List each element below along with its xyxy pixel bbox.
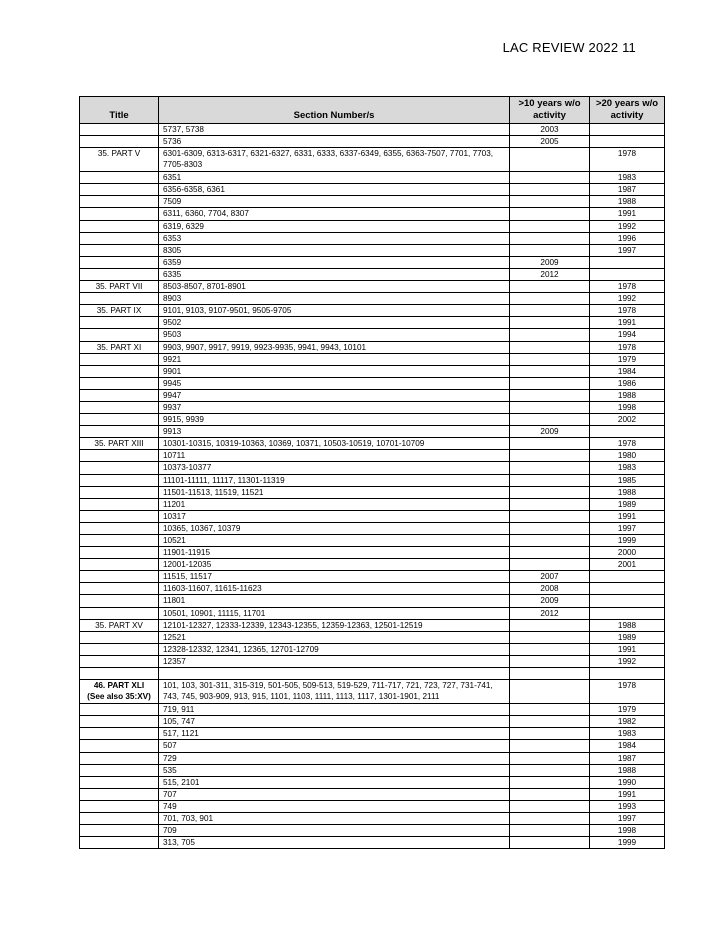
cell-sections: 517, 1121: [159, 728, 510, 740]
cell-20-years: 1989: [590, 498, 665, 510]
cell-10-years: [510, 401, 590, 413]
cell-10-years: [510, 462, 590, 474]
table-row: [80, 474, 665, 486]
cell-title: 46. PART XLI (See also 35:XV): [80, 680, 159, 704]
table-row: [80, 414, 665, 426]
cell-title: [80, 377, 159, 389]
cell-10-years: [510, 474, 590, 486]
cell-20-years: [590, 268, 665, 280]
cell-title: [80, 389, 159, 401]
cell-sections: 12328-12332, 12341, 12365, 12701-12709: [159, 643, 510, 655]
table-row: [80, 752, 665, 764]
cell-sections: 6311, 6360, 7704, 8307: [159, 208, 510, 220]
cell-sections: 10301-10315, 10319-10363, 10369, 10371, 10503-10519, 10701-10709: [159, 438, 510, 450]
cell-20-years: 1992: [590, 293, 665, 305]
cell-20-years: [590, 583, 665, 595]
table-row: [80, 740, 665, 752]
cell-sections: 11801: [159, 595, 510, 607]
cell-sections: 9901: [159, 365, 510, 377]
cell-title: [80, 293, 159, 305]
cell-10-years: [510, 740, 590, 752]
cell-sections: 719, 911: [159, 704, 510, 716]
table-row: [80, 377, 665, 389]
table-row: [80, 450, 665, 462]
cell-sections: 11901-11915: [159, 547, 510, 559]
cell-20-years: [590, 124, 665, 136]
cell-title: [80, 728, 159, 740]
cell-10-years: [510, 486, 590, 498]
cell-title: [80, 401, 159, 413]
table-header-row: [80, 97, 665, 124]
cell-sections: 11515, 11517: [159, 571, 510, 583]
cell-sections: 9913: [159, 426, 510, 438]
cell-10-years: [510, 825, 590, 837]
cell-20-years: 1988: [590, 619, 665, 631]
table-row: [80, 281, 665, 293]
cell-20-years: 1997: [590, 244, 665, 256]
cell-20-years: 1997: [590, 812, 665, 824]
table-row: [80, 595, 665, 607]
table-row: [80, 244, 665, 256]
cell-10-years: [510, 281, 590, 293]
cell-sections: 729: [159, 752, 510, 764]
cell-title: [80, 522, 159, 534]
table-row: [80, 631, 665, 643]
column-header-sections: Section Number/s: [159, 97, 510, 124]
cell-title: [80, 208, 159, 220]
table-row: [80, 389, 665, 401]
cell-10-years: [510, 232, 590, 244]
cell-10-years: [510, 389, 590, 401]
cell-sections: 11603-11607, 11615-11623: [159, 583, 510, 595]
column-header-10-years: >10 years w/o activity: [510, 97, 590, 124]
cell-20-years: [590, 668, 665, 680]
table-row: [80, 498, 665, 510]
table-row: [80, 583, 665, 595]
cell-sections: 12357: [159, 655, 510, 667]
cell-title: [80, 655, 159, 667]
cell-20-years: 1978: [590, 148, 665, 172]
cell-sections: 6353: [159, 232, 510, 244]
cell-20-years: 1988: [590, 486, 665, 498]
cell-title: 35. PART XI: [80, 341, 159, 353]
cell-sections: 12001-12035: [159, 559, 510, 571]
cell-title: [80, 474, 159, 486]
column-header-title: Title: [80, 97, 159, 124]
cell-20-years: [590, 607, 665, 619]
table-row: [80, 196, 665, 208]
cell-20-years: 1991: [590, 510, 665, 522]
cell-title: 35. PART V: [80, 148, 159, 172]
cell-sections: 749: [159, 800, 510, 812]
cell-sections: 6319, 6329: [159, 220, 510, 232]
cell-title: [80, 426, 159, 438]
cell-10-years: [510, 535, 590, 547]
cell-title: 35. PART XV: [80, 619, 159, 631]
cell-20-years: 1999: [590, 535, 665, 547]
cell-10-years: [510, 776, 590, 788]
cell-10-years: [510, 668, 590, 680]
cell-10-years: [510, 643, 590, 655]
cell-10-years: [510, 450, 590, 462]
cell-title: [80, 812, 159, 824]
cell-10-years: [510, 619, 590, 631]
cell-10-years: [510, 244, 590, 256]
cell-20-years: 1999: [590, 837, 665, 849]
table-row: [80, 571, 665, 583]
cell-sections: 6335: [159, 268, 510, 280]
cell-sections: 7509: [159, 196, 510, 208]
cell-sections: 10365, 10367, 10379: [159, 522, 510, 534]
cell-20-years: 1988: [590, 389, 665, 401]
cell-sections: 101, 103, 301-311, 315-319, 501-505, 509-513, 519-529, 711-717, 721, 723, 727, 731-741, 743, 745, 903-909, 913, 915, 1101, 1103, 1111, 1113, 1117, 1301-1901, 2111: [159, 680, 510, 704]
cell-20-years: 1994: [590, 329, 665, 341]
table-body: [80, 124, 665, 849]
table-row: [80, 510, 665, 522]
cell-20-years: 1998: [590, 825, 665, 837]
cell-sections: 707: [159, 788, 510, 800]
cell-title: 35. PART IX: [80, 305, 159, 317]
table-row: [80, 764, 665, 776]
table-row: [80, 341, 665, 353]
cell-20-years: 1984: [590, 740, 665, 752]
cell-20-years: 1988: [590, 764, 665, 776]
table-row: [80, 668, 665, 680]
cell-10-years: [510, 800, 590, 812]
cell-sections: 9937: [159, 401, 510, 413]
cell-title: [80, 559, 159, 571]
table-row: [80, 619, 665, 631]
cell-title: [80, 595, 159, 607]
cell-title: 35. PART VII: [80, 281, 159, 293]
cell-20-years: [590, 256, 665, 268]
cell-20-years: [590, 571, 665, 583]
page-header: LAC REVIEW 2022 11: [502, 40, 636, 55]
cell-title: [80, 256, 159, 268]
table-row: [80, 365, 665, 377]
cell-20-years: 2001: [590, 559, 665, 571]
table-row: [80, 716, 665, 728]
table-row: [80, 788, 665, 800]
cell-10-years: 2009: [510, 256, 590, 268]
cell-10-years: [510, 172, 590, 184]
cell-sections: 515, 2101: [159, 776, 510, 788]
cell-sections: 8305: [159, 244, 510, 256]
cell-20-years: 1993: [590, 800, 665, 812]
cell-sections: 535: [159, 764, 510, 776]
cell-sections: 11501-11513, 11519, 11521: [159, 486, 510, 498]
cell-10-years: [510, 631, 590, 643]
cell-20-years: 1983: [590, 172, 665, 184]
cell-20-years: 1979: [590, 704, 665, 716]
cell-title: [80, 414, 159, 426]
cell-10-years: [510, 680, 590, 704]
cell-title: [80, 752, 159, 764]
table-row: [80, 728, 665, 740]
cell-20-years: 1982: [590, 716, 665, 728]
table-row: [80, 148, 665, 172]
cell-10-years: [510, 716, 590, 728]
table-row: [80, 317, 665, 329]
cell-10-years: [510, 341, 590, 353]
cell-sections: 701, 703, 901: [159, 812, 510, 824]
cell-title: [80, 232, 159, 244]
cell-sections: 8903: [159, 293, 510, 305]
cell-title: [80, 184, 159, 196]
cell-10-years: [510, 547, 590, 559]
cell-10-years: [510, 704, 590, 716]
table-row: [80, 486, 665, 498]
cell-title: [80, 450, 159, 462]
cell-sections: 9921: [159, 353, 510, 365]
cell-10-years: [510, 365, 590, 377]
cell-title: [80, 788, 159, 800]
cell-10-years: [510, 305, 590, 317]
table-row: [80, 655, 665, 667]
column-header-20-years: >20 years w/o activity: [590, 97, 665, 124]
cell-20-years: 1978: [590, 281, 665, 293]
cell-10-years: [510, 728, 590, 740]
cell-title: [80, 172, 159, 184]
cell-sections: 8503-8507, 8701-8901: [159, 281, 510, 293]
cell-10-years: 2009: [510, 595, 590, 607]
cell-20-years: 1978: [590, 680, 665, 704]
table-row: [80, 220, 665, 232]
table-row: [80, 136, 665, 148]
cell-title: [80, 462, 159, 474]
cell-20-years: 1978: [590, 438, 665, 450]
cell-title: [80, 268, 159, 280]
cell-10-years: [510, 812, 590, 824]
cell-20-years: 1997: [590, 522, 665, 534]
table-row: [80, 522, 665, 534]
cell-title: [80, 607, 159, 619]
cell-sections: 6301-6309, 6313-6317, 6321-6327, 6331, 6333, 6337-6349, 6355, 6363-7507, 7701, 7703, 7705-8303: [159, 148, 510, 172]
cell-sections: 10521: [159, 535, 510, 547]
cell-title: [80, 317, 159, 329]
cell-10-years: [510, 655, 590, 667]
cell-20-years: 1978: [590, 341, 665, 353]
lac-review-table: [79, 96, 665, 849]
cell-10-years: 2003: [510, 124, 590, 136]
cell-20-years: 1978: [590, 305, 665, 317]
cell-sections: 10711: [159, 450, 510, 462]
cell-10-years: 2009: [510, 426, 590, 438]
table-row: [80, 353, 665, 365]
cell-10-years: [510, 329, 590, 341]
cell-title: [80, 800, 159, 812]
table-row: [80, 208, 665, 220]
cell-title: 35. PART XIII: [80, 438, 159, 450]
cell-10-years: 2008: [510, 583, 590, 595]
cell-sections: 10501, 10901, 11115, 11701: [159, 607, 510, 619]
table-row: [80, 607, 665, 619]
table-row: [80, 438, 665, 450]
cell-sections: 5736: [159, 136, 510, 148]
cell-title: [80, 740, 159, 752]
cell-10-years: 2005: [510, 136, 590, 148]
cell-20-years: 1989: [590, 631, 665, 643]
table-row: [80, 462, 665, 474]
cell-10-years: [510, 438, 590, 450]
cell-10-years: [510, 184, 590, 196]
table-row: [80, 256, 665, 268]
cell-20-years: 1986: [590, 377, 665, 389]
cell-sections: [159, 668, 510, 680]
cell-10-years: [510, 522, 590, 534]
cell-10-years: [510, 764, 590, 776]
cell-10-years: [510, 353, 590, 365]
table-row: [80, 800, 665, 812]
cell-10-years: [510, 377, 590, 389]
table-row: [80, 680, 665, 704]
cell-sections: 9903, 9907, 9917, 9919, 9923-9935, 9941, 9943, 10101: [159, 341, 510, 353]
cell-title: [80, 837, 159, 849]
cell-10-years: 2007: [510, 571, 590, 583]
cell-title: [80, 510, 159, 522]
cell-20-years: 1991: [590, 643, 665, 655]
table-row: [80, 232, 665, 244]
table-row: [80, 547, 665, 559]
table-row: [80, 124, 665, 136]
cell-title: [80, 764, 159, 776]
cell-20-years: 1980: [590, 450, 665, 462]
cell-title: [80, 643, 159, 655]
cell-sections: 9502: [159, 317, 510, 329]
cell-sections: 9945: [159, 377, 510, 389]
cell-20-years: [590, 426, 665, 438]
table-row: [80, 812, 665, 824]
cell-sections: 9101, 9103, 9107-9501, 9505-9705: [159, 305, 510, 317]
cell-sections: 9503: [159, 329, 510, 341]
table-row: [80, 172, 665, 184]
cell-sections: 9947: [159, 389, 510, 401]
cell-title: [80, 583, 159, 595]
cell-title: [80, 220, 159, 232]
cell-20-years: [590, 136, 665, 148]
cell-title: [80, 486, 159, 498]
cell-20-years: 1985: [590, 474, 665, 486]
cell-sections: 10317: [159, 510, 510, 522]
cell-title: [80, 535, 159, 547]
cell-sections: 6359: [159, 256, 510, 268]
cell-20-years: 1991: [590, 208, 665, 220]
table-row: [80, 426, 665, 438]
cell-20-years: 1984: [590, 365, 665, 377]
cell-10-years: 2012: [510, 268, 590, 280]
cell-title: [80, 498, 159, 510]
cell-10-years: [510, 293, 590, 305]
cell-20-years: 2000: [590, 547, 665, 559]
cell-20-years: [590, 595, 665, 607]
cell-title: [80, 825, 159, 837]
cell-10-years: [510, 788, 590, 800]
cell-20-years: 1987: [590, 752, 665, 764]
cell-10-years: [510, 220, 590, 232]
cell-20-years: 1991: [590, 317, 665, 329]
cell-10-years: [510, 148, 590, 172]
cell-title: [80, 776, 159, 788]
cell-10-years: [510, 317, 590, 329]
cell-10-years: [510, 559, 590, 571]
cell-title: [80, 365, 159, 377]
cell-title: [80, 329, 159, 341]
cell-10-years: [510, 498, 590, 510]
cell-sections: 105, 747: [159, 716, 510, 728]
cell-20-years: 1990: [590, 776, 665, 788]
cell-title: [80, 136, 159, 148]
cell-sections: 5737, 5738: [159, 124, 510, 136]
table-row: [80, 559, 665, 571]
cell-sections: 6356-6358, 6361: [159, 184, 510, 196]
cell-20-years: 2002: [590, 414, 665, 426]
cell-10-years: [510, 196, 590, 208]
cell-sections: 709: [159, 825, 510, 837]
cell-title: [80, 547, 159, 559]
cell-sections: 507: [159, 740, 510, 752]
table-row: [80, 401, 665, 413]
cell-sections: 6351: [159, 172, 510, 184]
cell-sections: 10373-10377: [159, 462, 510, 474]
cell-10-years: [510, 414, 590, 426]
table-row: [80, 293, 665, 305]
cell-sections: 9915, 9939: [159, 414, 510, 426]
cell-sections: 313, 705: [159, 837, 510, 849]
cell-20-years: 1979: [590, 353, 665, 365]
cell-20-years: 1983: [590, 462, 665, 474]
cell-title: [80, 353, 159, 365]
cell-10-years: [510, 752, 590, 764]
cell-sections: 12521: [159, 631, 510, 643]
cell-title: [80, 124, 159, 136]
table-row: [80, 184, 665, 196]
cell-20-years: 1988: [590, 196, 665, 208]
cell-20-years: 1998: [590, 401, 665, 413]
cell-title: [80, 704, 159, 716]
cell-10-years: [510, 510, 590, 522]
cell-20-years: 1992: [590, 220, 665, 232]
cell-20-years: 1983: [590, 728, 665, 740]
cell-20-years: 1991: [590, 788, 665, 800]
cell-20-years: 1992: [590, 655, 665, 667]
cell-title: [80, 631, 159, 643]
table-row: [80, 837, 665, 849]
cell-sections: 12101-12327, 12333-12339, 12343-12355, 12359-12363, 12501-12519: [159, 619, 510, 631]
cell-title: [80, 668, 159, 680]
cell-sections: 11201: [159, 498, 510, 510]
cell-10-years: [510, 208, 590, 220]
table-row: [80, 643, 665, 655]
table-row: [80, 776, 665, 788]
table-row: [80, 535, 665, 547]
table-row: [80, 268, 665, 280]
table-row: [80, 305, 665, 317]
cell-10-years: 2012: [510, 607, 590, 619]
cell-title: [80, 571, 159, 583]
cell-20-years: 1996: [590, 232, 665, 244]
table-row: [80, 704, 665, 716]
table-row: [80, 329, 665, 341]
cell-10-years: [510, 837, 590, 849]
table-row: [80, 825, 665, 837]
cell-title: [80, 244, 159, 256]
cell-sections: 11101-11111, 11117, 11301-11319: [159, 474, 510, 486]
cell-20-years: 1987: [590, 184, 665, 196]
cell-title: [80, 716, 159, 728]
cell-title: [80, 196, 159, 208]
